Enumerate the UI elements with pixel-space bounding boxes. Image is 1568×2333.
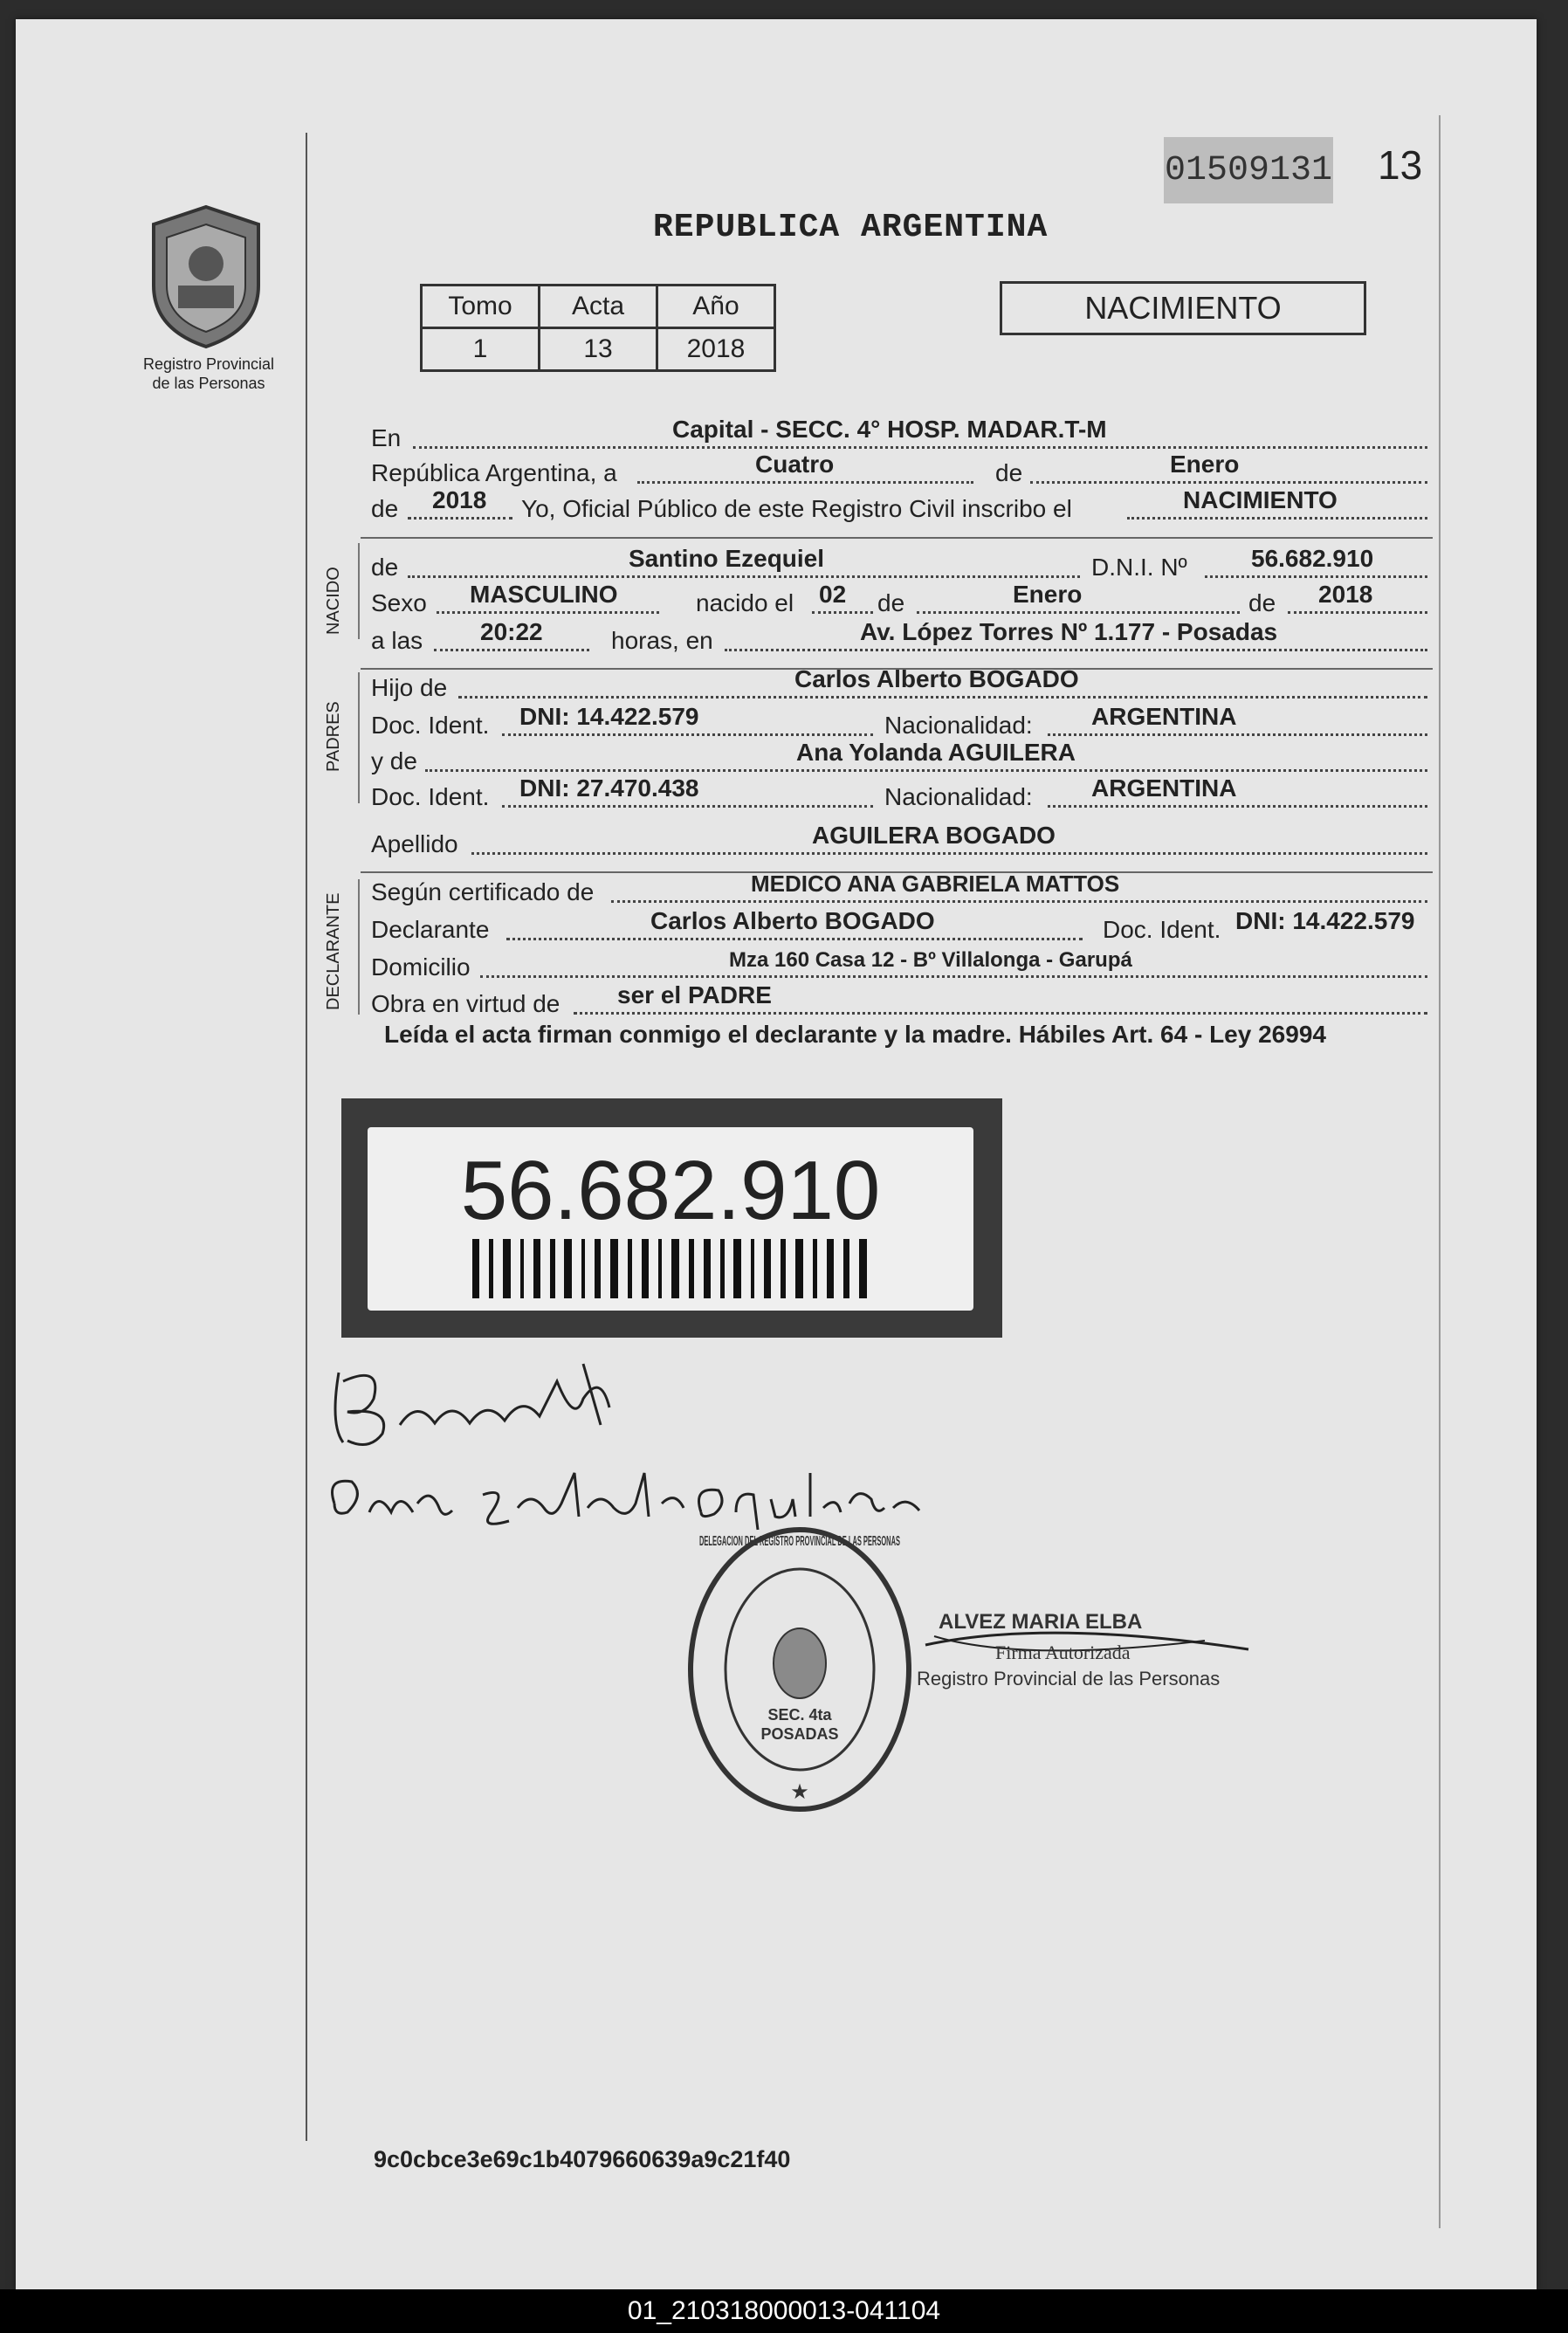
page-number: 13 <box>1378 142 1423 188</box>
field-en: En Capital - SECC. 4° HOSP. MADAR.T-M <box>371 414 1537 459</box>
section-bracket <box>358 543 360 639</box>
official-role: Firma Autorizada <box>995 1641 1131 1663</box>
official-name: ALVEZ MARIA ELBA <box>939 1610 1143 1634</box>
field-y-de: y de Ana Yolanda AGUILERA <box>371 737 1537 782</box>
field-apellido: Apellido AGUILERA BOGADO <box>371 820 1537 865</box>
document-hash: 9c0cbce3e69c1b4079660639a9c21f40 <box>374 2146 791 2172</box>
section-bracket <box>358 672 360 803</box>
barcode <box>472 1239 867 1298</box>
reading-note: Leída el acta firman conmigo el declarante y la madre. Hábiles Art. 64 - Ley 26994 <box>384 1021 1326 1048</box>
tomo-acta-ano-table <box>420 284 776 372</box>
field-certificado: Según certificado de MEDICO ANA GABRIELA MATTOS <box>371 868 1537 913</box>
field-domicilio: Domicilio Mza 160 Casa 12 - Bº Villalonga - Garupá <box>371 943 1537 988</box>
field-republica: República Argentina, a Cuatro de Enero <box>371 449 1537 494</box>
field-doc-padre: Doc. Ident. DNI: 14.422.579 Nacionalidad: ARGENTINA <box>371 701 1537 747</box>
field-nombre: de Santino Ezequiel D.N.I. Nº 56.682.910 <box>371 543 1537 588</box>
field-year-inscribe: de 2018 Yo, Oficial Público de este Registro Civil inscribo el NACIMIENTO <box>371 485 1537 530</box>
dni-number: 56.682.910 <box>460 1144 881 1237</box>
field-obra: Obra en virtud de ser el PADRE <box>371 980 1537 1025</box>
margin-line <box>306 133 307 2141</box>
father-signature <box>321 1346 653 1460</box>
field-hora: a las 20:22 horas, en Av. López Torres Nº 1.177 - Posadas <box>371 616 1537 662</box>
stamp-center-text-2: POSADAS <box>760 1725 839 1743</box>
misiones-seal-logo <box>145 203 267 351</box>
field-doc-madre: Doc. Ident. DNI: 27.470.438 Nacionalidad: ARGENTINA <box>371 773 1537 818</box>
section-bracket <box>358 879 360 1015</box>
field-declarante: Declarante Carlos Alberto BOGADO Doc. Ident. DNI: 14.422.579 <box>371 907 1415 943</box>
field-sexo: Sexo MASCULINO nacido el 02 de Enero de 2018 <box>371 579 1537 624</box>
table-header: Año <box>657 286 775 328</box>
table-header: Tomo <box>422 286 540 328</box>
document-title: REPUBLICA ARGENTINA <box>653 209 1049 246</box>
document-page <box>16 19 1537 2289</box>
table-cell: 1 <box>422 328 540 371</box>
stamp-ring-text: DELEGACION DEL REGISTRO PROVINCIAL DE LAS PERSONAS <box>699 1534 901 1549</box>
svg-text:★: ★ <box>790 1780 809 1804</box>
section-label-padres: PADRES <box>324 701 343 772</box>
official-stamp <box>677 1519 922 1820</box>
registry-caption: Registro Provincial de las Personas <box>142 355 275 392</box>
section-label-declarante: DECLARANTE <box>324 892 343 1010</box>
filename-footer: 01_210318000013-041104 <box>0 2289 1568 2333</box>
table-cell: 2018 <box>657 328 775 371</box>
table-cell: 13 <box>540 328 657 371</box>
dni-sticker-inner <box>368 1127 973 1311</box>
act-type-box: NACIMIENTO <box>1000 281 1366 335</box>
table-header: Acta <box>540 286 657 328</box>
serial-number: 01509131 <box>1164 137 1333 203</box>
official-office: Registro Provincial de las Personas <box>917 1668 1221 1690</box>
stamp-center-text-1: SEC. 4ta <box>767 1706 832 1724</box>
section-label-nacido: NACIDO <box>324 567 343 635</box>
field-hijo-de: Hijo de Carlos Alberto BOGADO <box>371 664 1537 709</box>
dni-sticker <box>341 1098 1002 1338</box>
